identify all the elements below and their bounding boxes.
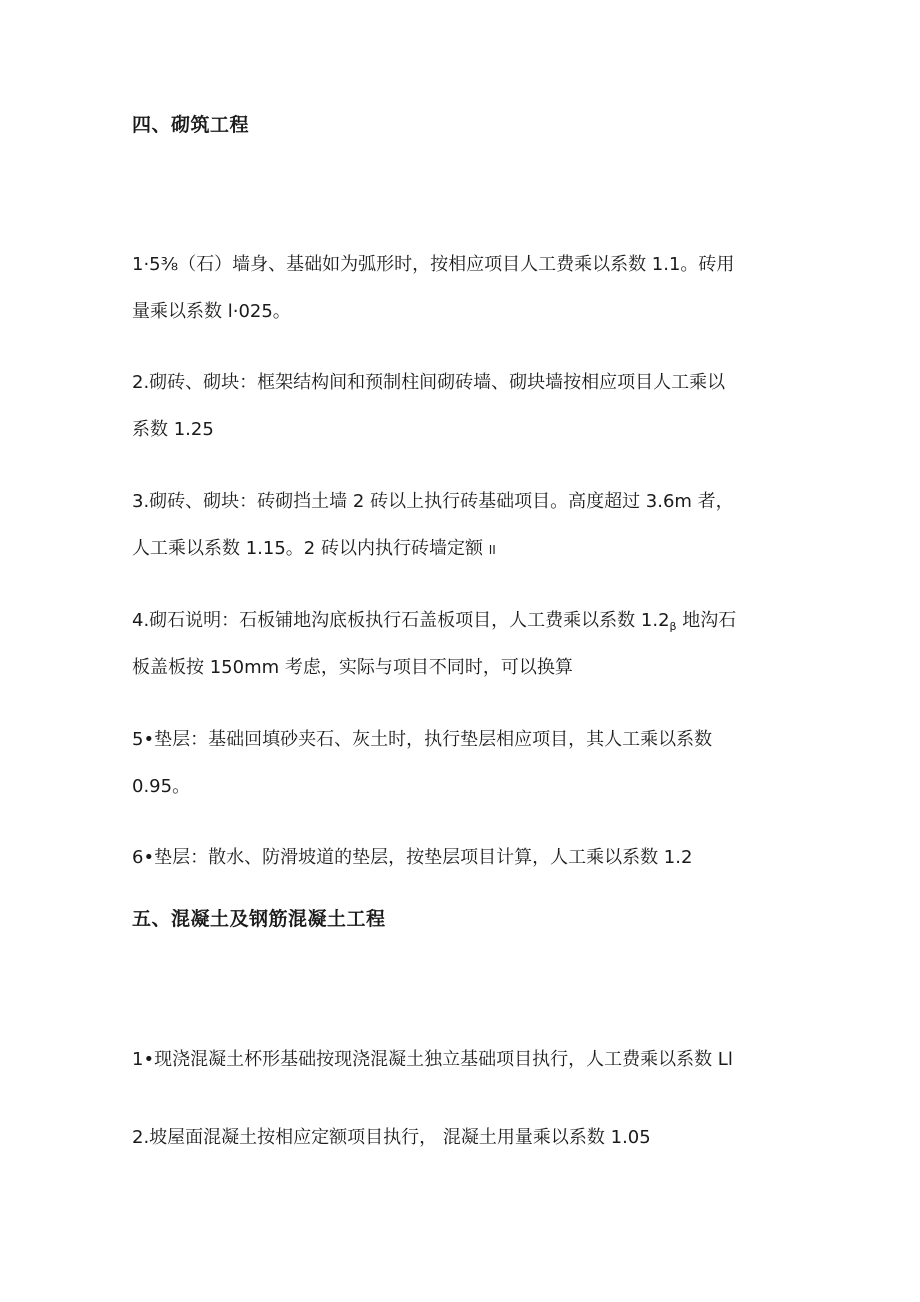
- item-line: 量乘以系数 l·025。: [132, 301, 291, 322]
- item-line: 1·5⅜（石）墙身、基础如为弧形时，按相应项目人工费乘以系数 1.1。砖用: [132, 254, 735, 275]
- item-line: 2.砌砖、砌块：框架结构间和预制柱间砌砖墙、砌块墙按相应项目人工乘以: [132, 372, 726, 393]
- section-4-heading: 四、砌筑工程: [132, 114, 250, 136]
- item-line-subscript: β: [669, 620, 677, 633]
- item-line-tail: 地沟石: [676, 610, 737, 631]
- section-5-heading: 五、混凝土及钢筋混凝土工程: [132, 908, 386, 930]
- item-line: 3.砌砖、砌块：砖砌挡土墙 2 砖以上执行砖基础项目。高度超过 3.6m 者，: [132, 491, 734, 512]
- item-line: 板盖板按 150mm 考虑，实际与项目不同时，可以换算: [132, 657, 573, 678]
- section-4-item-1: [132, 241, 812, 335]
- item-line: 5•垫层：基础回填砂夹石、灰土时，执行垫层相应项目，其人工乘以系数: [132, 729, 713, 750]
- item-line: 1•现浇混凝土杯形基础按现浇混凝土独立基础项目执行，人工费乘以系数 Ll: [132, 1049, 733, 1070]
- item-line-text: 人工乘以系数 1.15。2 砖以内执行砖墙定额: [132, 538, 483, 559]
- section-5-item-2: [132, 1114, 812, 1161]
- item-line: [132, 597, 812, 644]
- item-line-text: 4.砌石说明：石板铺地沟底板执行石盖板项目，人工费乘以系数 1.2: [132, 610, 670, 631]
- section-4-item-6: [132, 834, 812, 881]
- item-line-mark: II: [488, 543, 496, 557]
- section-4-item-4: [132, 597, 812, 691]
- item-line: 6•垫层：散水、防滑坡道的垫层，按垫层项目计算，人工乘以系数 1.2: [132, 847, 693, 868]
- item-line: 0.95。: [132, 776, 191, 797]
- section-5-item-1: [132, 1036, 812, 1083]
- item-line: [132, 525, 812, 572]
- section-4-item-2: [132, 359, 812, 453]
- item-line: 2.坡屋面混凝土按相应定额项目执行， 混凝土用量乘以系数 1.05: [132, 1127, 651, 1148]
- section-4-item-3: [132, 478, 812, 572]
- item-line: 系数 1.25: [132, 419, 214, 440]
- section-4-item-5: [132, 716, 812, 810]
